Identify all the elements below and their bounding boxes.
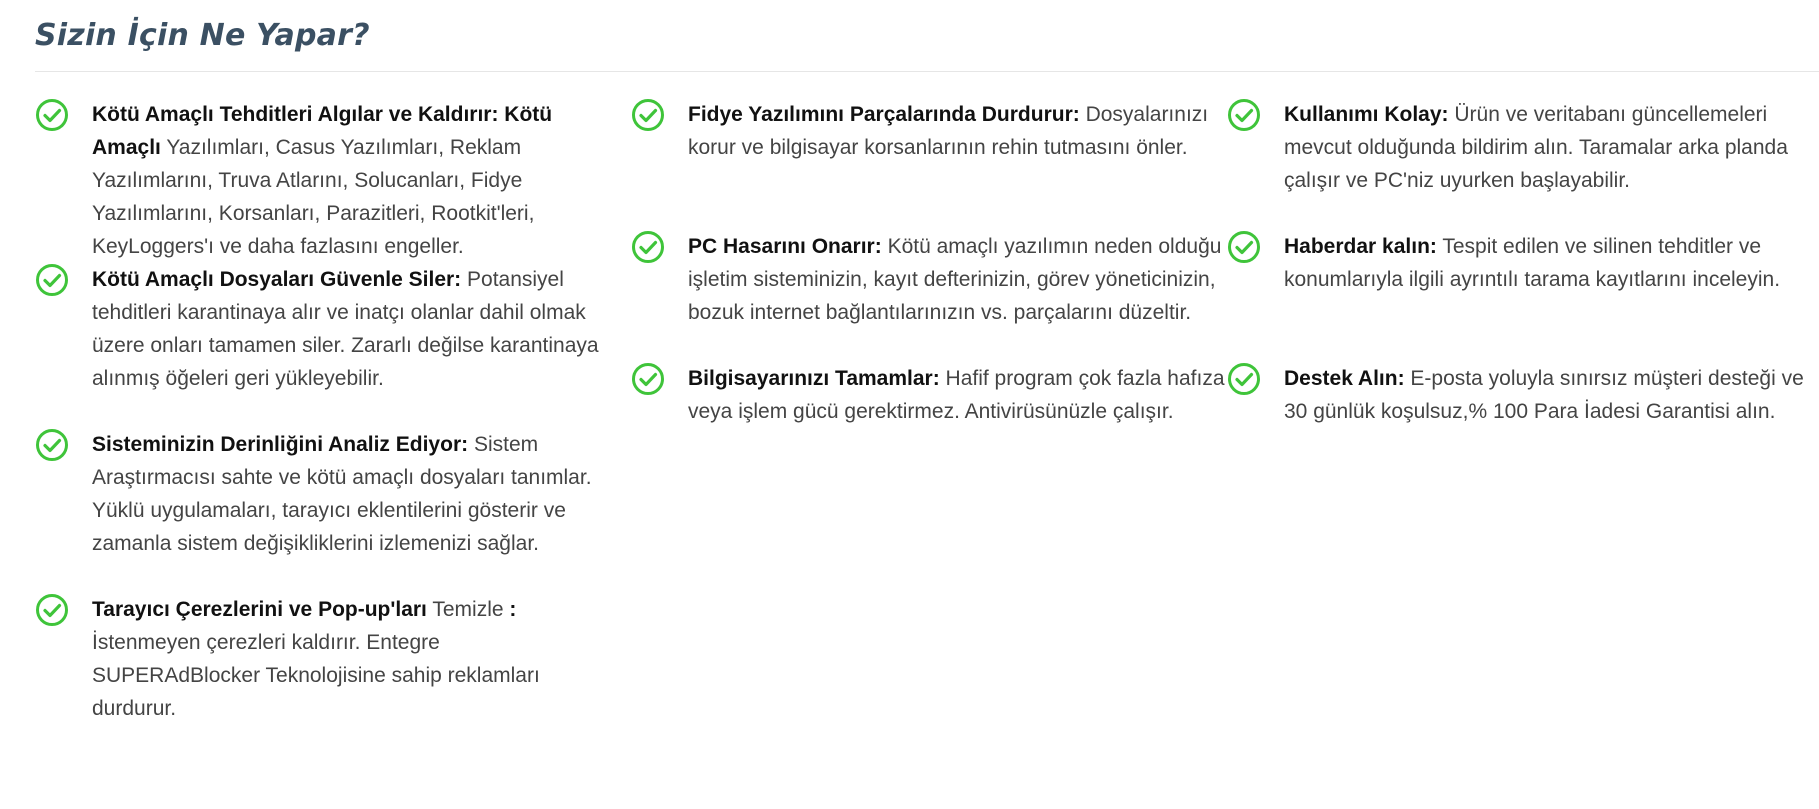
feature-item [35, 593, 630, 758]
section-title: Sizin İçin Ne Yapar? [35, 18, 370, 53]
feature-heading: Fidye Yazılımını Parçalarında Durdurur: [688, 103, 1080, 126]
check-circle-icon [631, 98, 665, 132]
check-circle-icon [1227, 98, 1261, 132]
feature-item [631, 362, 1226, 494]
feature-item [35, 428, 630, 593]
feature-text [92, 98, 612, 263]
feature-heading: PC Hasarını Onarır: [688, 235, 882, 258]
features-column-2 [631, 98, 1226, 494]
feature-text [92, 263, 612, 395]
feature-description: Hafif program çok fazla hafıza veya işlem gücü gerektirmez. Antivirüsünüzle çalışır. [688, 367, 1225, 423]
feature-item [35, 263, 630, 428]
feature-text [688, 362, 1228, 428]
feature-heading: Kötü Amaçlı Tehditleri Algılar ve Kaldırır: Kötü Amaçlı [92, 103, 553, 159]
feature-text [92, 428, 612, 560]
check-circle-icon [631, 362, 665, 396]
feature-description: Tespit edilen ve silinen tehditler ve konumlarıyla ilgili ayrıntılı tarama kayıtlarını inceleyin. [1284, 235, 1781, 291]
feature-colon: : [509, 598, 517, 621]
feature-heading: Kullanımı Kolay: [1284, 103, 1449, 126]
check-circle-icon [35, 263, 69, 297]
feature-heading: Tarayıcı Çerezlerini ve Pop-up'ları [92, 598, 427, 621]
feature-description: Sistem Araştırmacısı sahte ve kötü amaçlı dosyaları tanımlar. Yüklü uygulamaları, tarayıcı eklentilerini gösterir ve zamanla sistem değişikliklerini izlemenizi sağlar. [92, 433, 592, 555]
feature-description: Potansiyel tehditleri karantinaya alır ve inatçı olanlar dahil olmak üzere onları tamamen siler. Zararlı değilse karantinaya alınmış öğeleri geri yükleyebilir. [92, 268, 599, 390]
feature-heading: Bilgisayarınızı Tamamlar: [688, 367, 940, 390]
feature-item [1227, 362, 1819, 494]
feature-heading: Haberdar kalın: [1284, 235, 1437, 258]
title-divider [35, 71, 1819, 72]
feature-item [631, 230, 1226, 362]
check-circle-icon [1227, 362, 1261, 396]
features-column-1 [35, 98, 630, 758]
features-column-3 [1227, 98, 1819, 494]
feature-heading: Destek Alın: [1284, 367, 1405, 390]
feature-description-continued: İstenmeyen çerezleri kaldırır. Entegre SUPERAdBlocker Teknolojisine sahip reklamları durdurur. [92, 631, 540, 720]
feature-text [92, 593, 612, 725]
feature-text [688, 230, 1228, 329]
feature-description: Kötü amaçlı yazılımın neden olduğu işletim sisteminizin, kayıt defterinizin, görev yöneticinizin, bozuk internet bağlantılarınızın vs. parçalarını düzeltir. [688, 235, 1222, 324]
feature-description: Dosyalarınızı korur ve bilgisayar korsanlarının rehin tutmasını önler. [688, 103, 1209, 159]
feature-description: Temizle [426, 598, 510, 621]
check-circle-icon [35, 98, 69, 132]
feature-description: Ürün ve veritabanı güncellemeleri mevcut olduğunda bildirim alın. Taramalar arka planda çalışır ve PC'niz uyurken başlayabilir. [1284, 103, 1788, 192]
feature-heading: Sisteminizin Derinliğini Analiz Ediyor: [92, 433, 469, 456]
check-circle-icon [35, 428, 69, 462]
feature-description: Yazılımları, Casus Yazılımları, Reklam Yazılımlarını, Truva Atlarını, Solucanları, Fidye Yazılımlarını, Korsanları, Parazitleri, Rootkit'leri, KeyLoggers'ı ve daha fazlasını engeller. [92, 136, 535, 258]
feature-text [1284, 230, 1804, 296]
feature-text [1284, 362, 1804, 428]
feature-item [631, 98, 1226, 230]
check-circle-icon [631, 230, 665, 264]
feature-heading: Kötü Amaçlı Dosyaları Güvenle Siler: [92, 268, 462, 291]
feature-item [1227, 230, 1819, 362]
check-circle-icon [35, 593, 69, 627]
check-circle-icon [1227, 230, 1261, 264]
feature-item [1227, 98, 1819, 230]
feature-text [688, 98, 1228, 164]
feature-description: E-posta yoluyla sınırsız müşteri desteği ve 30 günlük koşulsuz,% 100 Para İadesi Garantisi alın. [1284, 367, 1804, 423]
feature-text [1284, 98, 1804, 197]
feature-item [35, 98, 630, 263]
